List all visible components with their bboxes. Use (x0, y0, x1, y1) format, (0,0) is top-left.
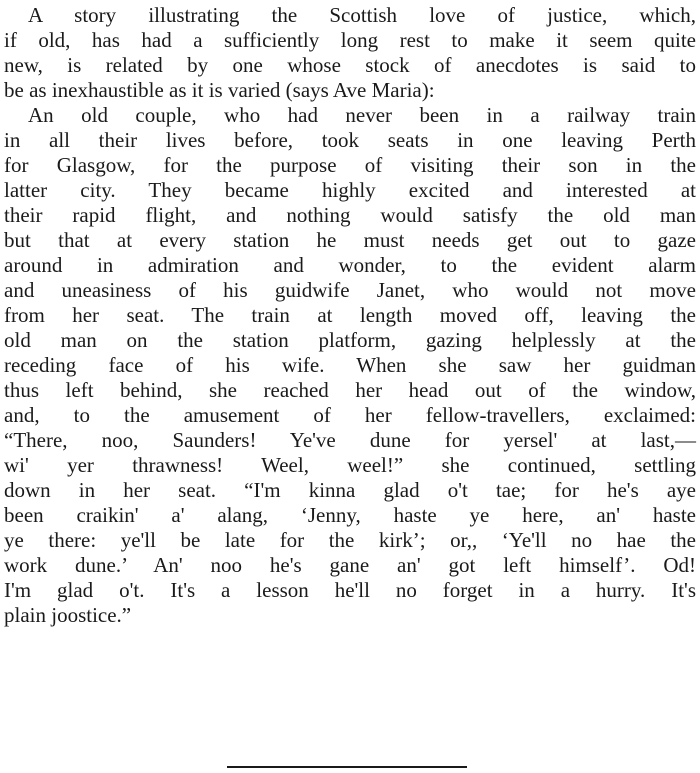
text-line: around in admiration and wonder, to the evident alarm (4, 253, 696, 277)
text-line: I'm glad o't. It's a lesson he'll no forget in a hurry. It's (4, 578, 696, 602)
paragraph-story (4, 103, 696, 628)
text-line: old man on the station platform, gazing helplessly at the (4, 328, 696, 352)
text-line: wi' yer thrawness! Weel, weel!” she continued, settling (4, 453, 696, 477)
text-line: for Glasgow, for the purpose of visiting their son in the (4, 153, 696, 177)
text-line: receding face of his wife. When she saw her guidman (4, 353, 696, 377)
text-line: be as inexhaustible as it is varied (says Ave Maria): (4, 78, 435, 102)
text-line: down in her seat. “I'm kinna glad o't tae; for he's aye (4, 478, 696, 502)
text-line: ye there: ye'll be late for the kirk’; or,, ‘Ye'll no hae the (4, 528, 696, 552)
text-line: and, to the amusement of her fellow-travellers, exclaimed: (4, 403, 696, 427)
text-line: latter city. They became highly excited and interested at (4, 178, 696, 202)
text-line: plain joostice.” (4, 603, 132, 627)
text-line: from her seat. The train at length moved off, leaving the (4, 303, 696, 327)
text-line: “There, noo, Saunders! Ye've dune for yersel' at last,— (4, 428, 696, 452)
text-line: their rapid flight, and nothing would satisfy the old man (4, 203, 696, 227)
text-line: been craikin' a' alang, ‘Jenny, haste ye here, an' haste (4, 503, 696, 527)
text-line: A story illustrating the Scottish love of justice, which, (28, 3, 696, 27)
text-line: and uneasiness of his guidwife Janet, who would not move (4, 278, 696, 302)
paragraph-intro (4, 3, 696, 103)
text-line: new, is related by one whose stock of anecdotes is said to (4, 53, 696, 77)
text-line: if old, has had a sufficiently long rest to make it seem quite (4, 28, 696, 52)
text-line: in all their lives before, took seats in one leaving Perth (4, 128, 696, 152)
article-text (4, 0, 696, 628)
text-line: thus left behind, she reached her head out of the window, (4, 378, 696, 402)
section-divider (227, 766, 467, 768)
text-line: An old couple, who had never been in a railway train (28, 103, 696, 127)
text-line: but that at every station he must needs get out to gaze (4, 228, 696, 252)
text-line: work dune.’ An' noo he's gane an' got left himself’. Od! (4, 553, 696, 577)
